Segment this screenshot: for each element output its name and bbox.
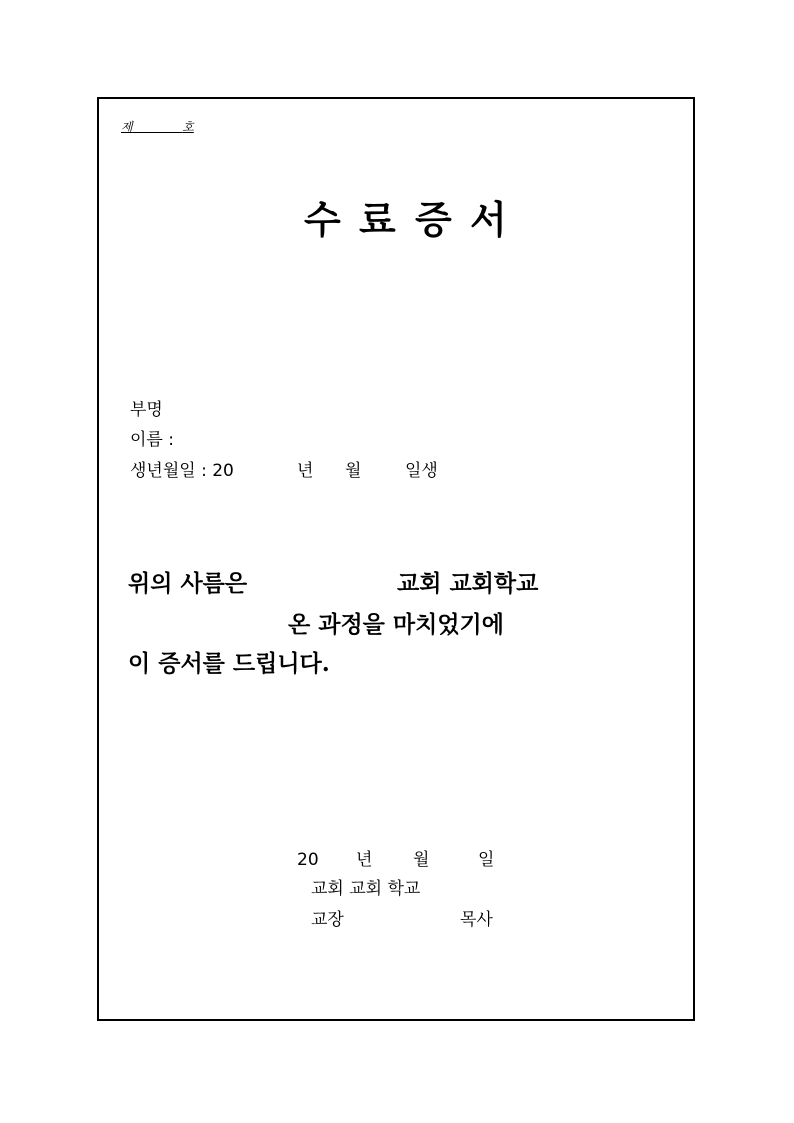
title-char-3: 증 xyxy=(415,197,452,242)
footer-date-day: 일 xyxy=(478,850,495,870)
serial-number xyxy=(121,121,194,133)
birth-day-unit: 일생 xyxy=(405,461,438,481)
title-char-2: 료 xyxy=(359,197,396,242)
footer-date-year-unit: 년 xyxy=(356,850,373,870)
body-line1-end: 교회 교회학교 xyxy=(397,570,539,597)
birth-year-unit: 년 xyxy=(297,461,314,481)
footer-principal-role: 목사 xyxy=(460,910,493,930)
serial-suffix: 호 xyxy=(182,120,194,134)
body-line2: 온 과정을 마치었기에 xyxy=(288,611,504,638)
serial-prefix: 제 xyxy=(121,120,133,134)
body-line3: 이 증서를 드립니다. xyxy=(128,650,330,677)
birth-label: 생년월일 : 20 xyxy=(130,461,234,481)
title-char-4: 서 xyxy=(470,197,507,242)
birth-month-unit: 월 xyxy=(345,461,362,481)
footer-date-year: 20 xyxy=(297,850,319,870)
title-char-1: 수 xyxy=(304,197,341,242)
serial-blank xyxy=(133,120,183,134)
name-label: 이름 : xyxy=(130,430,174,450)
body-line1-start: 위의 사름은 xyxy=(128,570,248,597)
footer-principal-title: 교장 xyxy=(311,910,344,930)
footer-date-month: 월 xyxy=(413,850,430,870)
footer-church-name: 교회 교회 학교 xyxy=(311,879,421,899)
department-label: 부명 xyxy=(130,400,163,420)
